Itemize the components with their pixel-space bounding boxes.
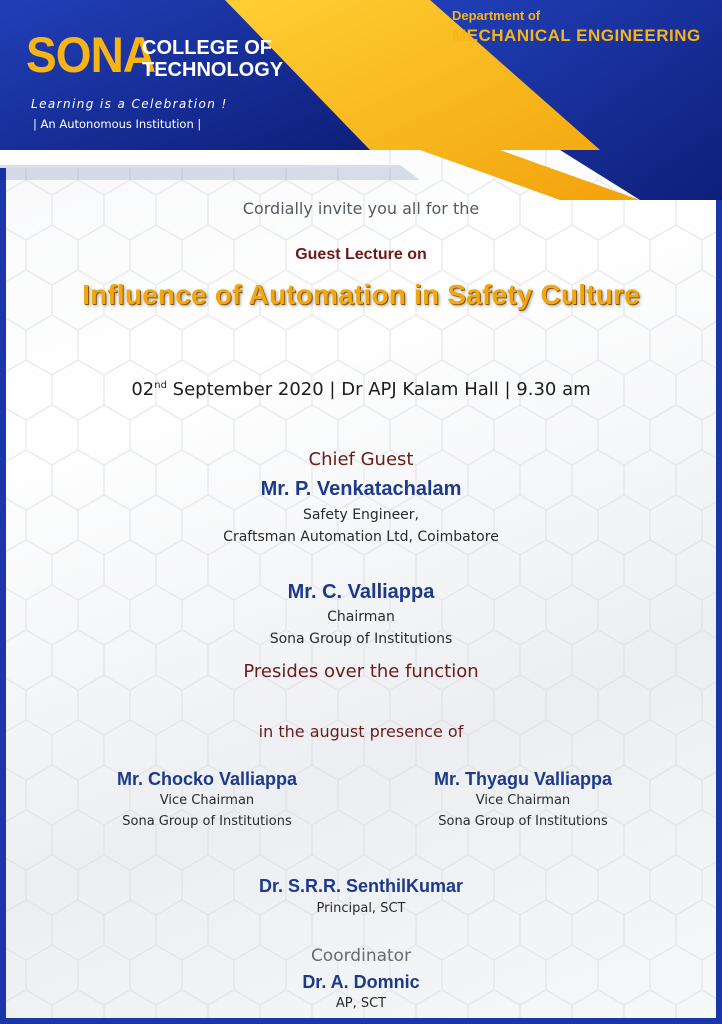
coordinator-name: Dr. A. Domnic (302, 972, 420, 992)
event-date-suffix: nd (154, 380, 167, 391)
dignitary-2-name: Mr. Thyagu Valliappa (433, 769, 613, 789)
department-name: MECHANICAL ENGINEERING (452, 26, 701, 45)
event-type: Guest Lecture on (295, 246, 427, 263)
coordinator-label: Coordinator (310, 946, 412, 966)
dignitary-1-designation: Vice Chairman (159, 793, 255, 808)
chairman-organization: Sona Group of Institutions (269, 631, 453, 647)
principal-name: Dr. S.R.R. SenthilKumar (258, 876, 464, 896)
event-details (0, 379, 722, 400)
logo-college-line: COLLEGE OF (142, 37, 272, 59)
chairman-designation: Chairman (327, 609, 395, 625)
chief-guest-designation: Safety Engineer, (302, 507, 420, 523)
bottom-border (0, 1018, 722, 1024)
presence-label: in the august presence of (258, 722, 464, 741)
presides-note: Presides over the function (243, 661, 479, 682)
lecture-title: Influence of Automation in Safety Culture (82, 279, 640, 310)
logo-mark: SONA (26, 27, 156, 83)
coordinator-designation: AP, SCT (335, 996, 387, 1011)
invite-intro: Cordially invite you all for the (242, 199, 480, 218)
dignitary-1-name: Mr. Chocko Valliappa (116, 769, 298, 789)
logo-technology-line: TECHNOLOGY (142, 59, 284, 81)
chief-guest-label: Chief Guest (308, 449, 414, 470)
dignitary-2-organization: Sona Group of Institutions (438, 814, 608, 829)
dignitary-2-designation: Vice Chairman (475, 793, 571, 808)
chief-guest-organization: Craftsman Automation Ltd, Coimbatore (223, 529, 499, 545)
event-date-day: 02 (131, 379, 155, 400)
event-date-venue-time: September 2020 | Dr APJ Kalam Hall | 9.30 am (166, 379, 591, 400)
principal-designation: Principal, SCT (316, 901, 406, 916)
dignitary-1-organization: Sona Group of Institutions (122, 814, 292, 829)
chief-guest-name: Mr. P. Venkatachalam (260, 478, 462, 500)
department-label: Department of (452, 8, 541, 23)
header-shadow (0, 165, 420, 180)
autonomous-label: | An Autonomous Institution | (33, 117, 202, 131)
chairman-name: Mr. C. Valliappa (287, 581, 435, 603)
logo-tagline: Learning is a Celebration ! (31, 97, 228, 111)
